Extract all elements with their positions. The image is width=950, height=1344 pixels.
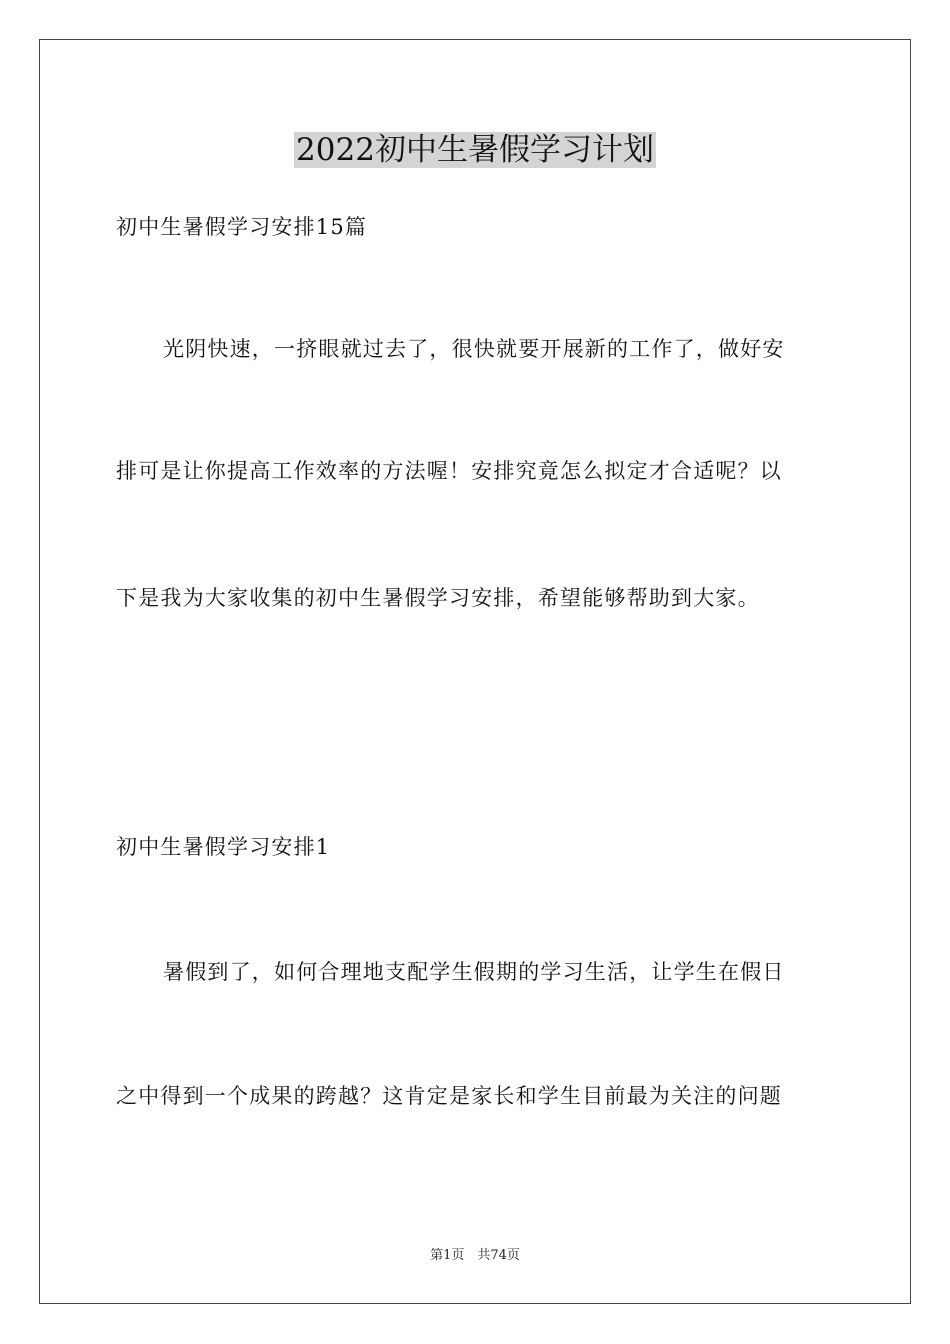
document-title-text: 2022初中生暑假学习计划 (296, 132, 654, 168)
page-footer: 第1页 共74页 (430, 1248, 520, 1263)
paragraph-line: 光阴快速，一挤眼就过去了，很快就要开展新的工作了，做好安 (163, 337, 785, 361)
section-heading: 初中生暑假学习安排1 (116, 835, 331, 859)
document-title (0, 128, 950, 172)
paragraph-line: 之中得到一个成果的跨越？这肯定是家长和学生目前最为关注的问题 (116, 1084, 782, 1108)
paragraph-line: 下是我为大家收集的初中生暑假学习安排，希望能够帮助到大家。 (116, 586, 760, 610)
paragraph-line: 排可是让你提高工作效率的方法喔！安排究竟怎么拟定才合适呢？以 (116, 459, 782, 483)
document-subtitle: 初中生暑假学习安排15篇 (116, 215, 368, 239)
paragraph-line: 暑假到了，如何合理地支配学生假期的学习生活，让学生在假日 (163, 960, 785, 984)
